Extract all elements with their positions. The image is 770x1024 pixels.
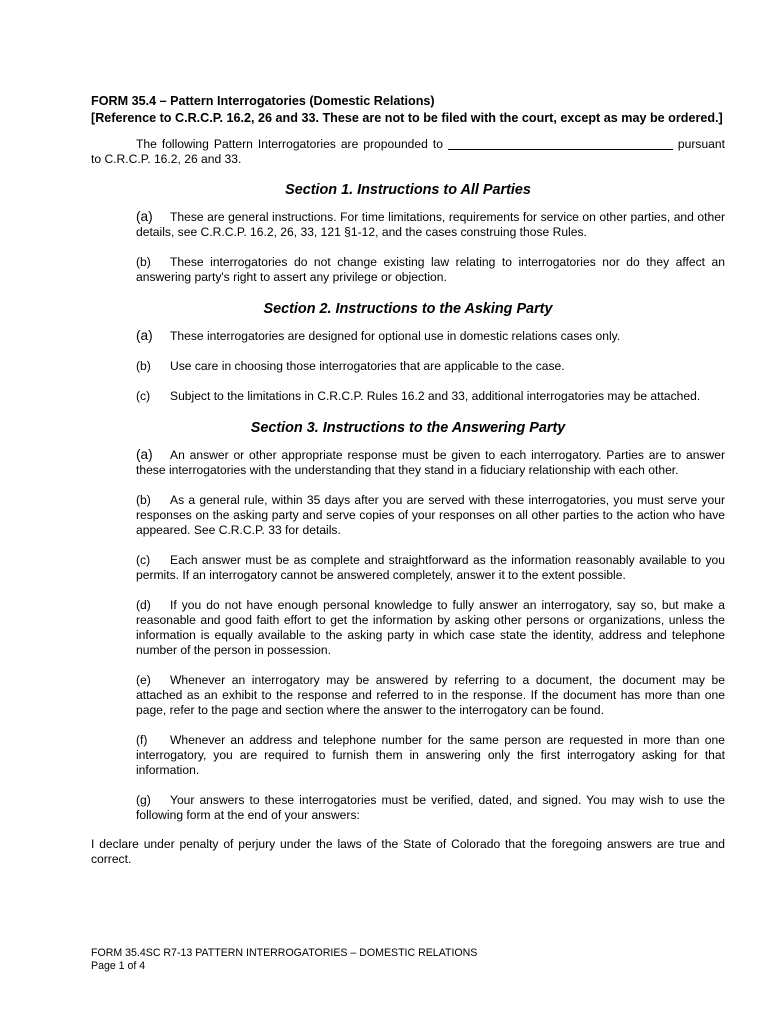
item-text: An answer or other appropriate response must be given to each interrogatory. Parties are to answer these interrogatories with the understanding that they stand in a fiduciary relationship with each other. bbox=[136, 448, 725, 477]
document-page bbox=[91, 93, 725, 867]
intro-text-after: pursuant to C.R.C.P. 16.2, 26 and 33. bbox=[91, 137, 725, 166]
section-1-item-b bbox=[136, 255, 725, 285]
section-3-item-f bbox=[136, 733, 725, 778]
section-1-title: Section 1. Instructions to All Parties bbox=[285, 182, 531, 198]
item-text: Your answers to these interrogatories must be verified, dated, and signed. You may wish to use the following form at the end of your answers: bbox=[136, 793, 725, 822]
section-1-item-a bbox=[136, 209, 725, 240]
section-3-item-g bbox=[136, 793, 725, 823]
item-letter: (b) bbox=[136, 255, 151, 269]
section-3-item-c bbox=[136, 553, 725, 583]
recipient-blank-line bbox=[448, 137, 673, 150]
section-3-item-d bbox=[136, 598, 725, 658]
footer-form-id: FORM 35.4SC R7-13 PATTERN INTERROGATORIES – DOMESTIC RELATIONS bbox=[91, 947, 478, 959]
item-text: Use care in choosing those interrogatories that are applicable to the case. bbox=[170, 359, 565, 373]
form-reference: [Reference to C.R.C.P. 16.2, 26 and 33. These are not to be filed with the court, except as may be ordered.] bbox=[91, 111, 723, 125]
item-text: These interrogatories are designed for optional use in domestic relations cases only. bbox=[170, 329, 621, 343]
perjury-declaration: I declare under penalty of perjury under the laws of the State of Colorado that the foregoing answers are true and correct. bbox=[91, 837, 725, 866]
item-letter: (e) bbox=[136, 673, 151, 687]
item-text: Each answer must be as complete and straightforward as the information reasonably available to you permits. If an interrogatory cannot be answered completely, answer it to the extent possible. bbox=[136, 553, 725, 582]
item-letter: (b) bbox=[136, 493, 151, 507]
item-text: Subject to the limitations in C.R.C.P. Rules 16.2 and 33, additional interrogatories may be attached. bbox=[170, 389, 701, 403]
item-text: These interrogatories do not change existing law relating to interrogatories nor do they affect an answering party's right to assert any privilege or objection. bbox=[136, 255, 725, 284]
section-3-title: Section 3. Instructions to the Answering Party bbox=[250, 420, 566, 436]
section-3-item-a bbox=[136, 447, 725, 478]
item-letter: (b) bbox=[136, 359, 151, 373]
item-text: If you do not have enough personal knowledge to fully answer an interrogatory, say so, but make a reasonable and good faith effort to get the information by asking other persons or organizations, unless the information is equally available to the asking party in which case state the identity, address and telephone number of the person in possession. bbox=[136, 598, 725, 657]
item-letter: (a) bbox=[136, 209, 153, 224]
section-2-title: Section 2. Instructions to the Asking Party bbox=[263, 301, 553, 317]
item-text: Whenever an address and telephone number for the same person are requested in more than one interrogatory, you are required to furnish them in answering only the first interrogatory asking for that information. bbox=[136, 733, 725, 777]
footer-page-number: Page 1 of 4 bbox=[91, 960, 146, 972]
item-letter: (a) bbox=[136, 447, 153, 462]
form-title: FORM 35.4 – Pattern Interrogatories (Domestic Relations) bbox=[91, 94, 435, 108]
item-letter: (f) bbox=[136, 733, 148, 747]
item-letter: (c) bbox=[136, 389, 151, 403]
item-letter: (d) bbox=[136, 598, 151, 612]
section-3-item-b bbox=[136, 493, 725, 538]
intro-text-before: The following Pattern Interrogatories are propounded to bbox=[136, 137, 448, 151]
intro-paragraph bbox=[91, 137, 725, 167]
section-2-item-c bbox=[136, 389, 725, 404]
item-text: Whenever an interrogatory may be answered by referring to a document, the document may be attached as an exhibit to the response and referred to in the response. If the document has more than one page, refer to the page and section where the answer to the interrogatory can be found. bbox=[136, 673, 725, 717]
section-2-item-b bbox=[136, 359, 725, 374]
section-3-item-e bbox=[136, 673, 725, 718]
item-letter: (g) bbox=[136, 793, 151, 807]
item-letter: (a) bbox=[136, 328, 153, 343]
page-footer bbox=[91, 947, 477, 973]
item-text: These are general instructions. For time limitations, requirements for service on other parties, and other details, see C.R.C.P. 16.2, 26, 33, 121 §1-12, and the cases construing those Rules. bbox=[136, 210, 725, 239]
section-2-item-a bbox=[136, 328, 725, 344]
item-letter: (c) bbox=[136, 553, 151, 567]
item-text: As a general rule, within 35 days after you are served with these interrogatories, you must serve your responses on the asking party and serve copies of your responses on all other parties to the action who have appeared. See C.R.C.P. 33 for details. bbox=[136, 493, 725, 537]
